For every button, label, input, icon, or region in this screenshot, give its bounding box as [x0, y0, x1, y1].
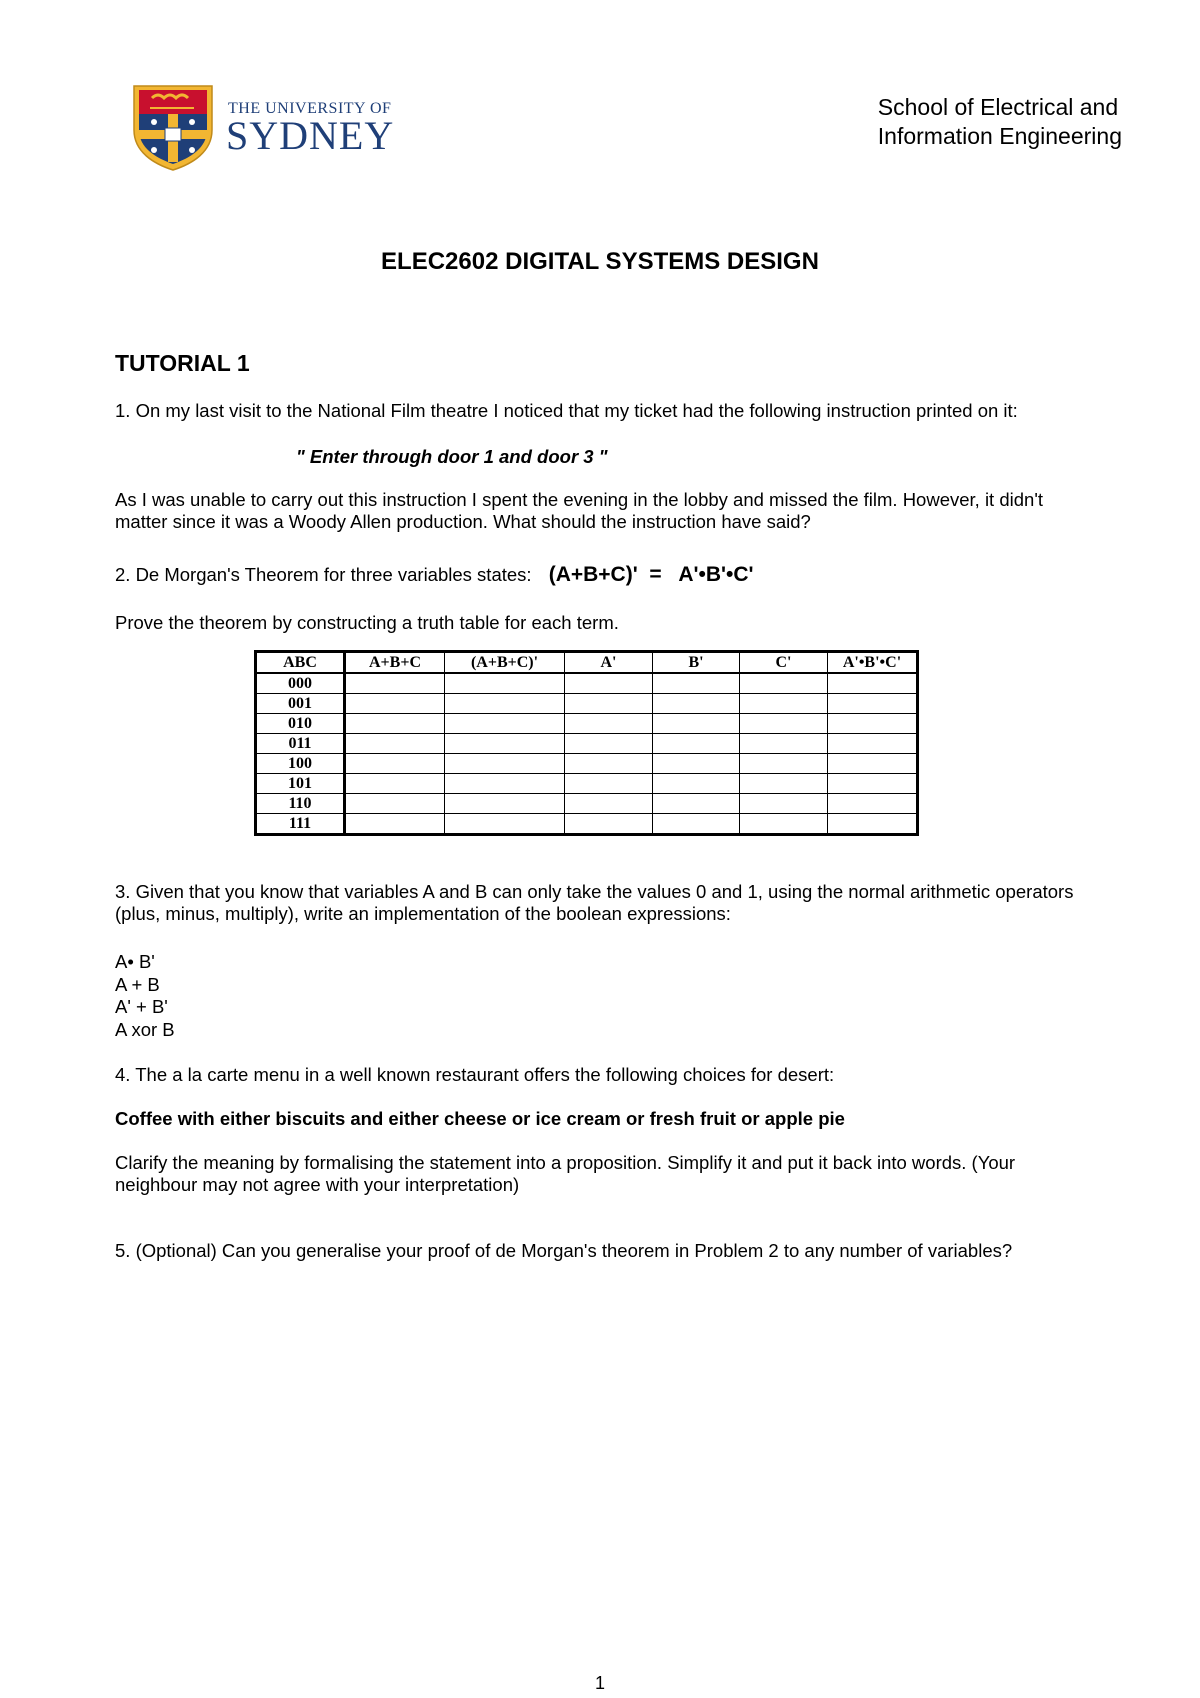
table-cell[interactable]: [565, 694, 653, 714]
table-cell[interactable]: [445, 734, 565, 754]
table-cell[interactable]: [828, 794, 918, 814]
table-cell[interactable]: [653, 754, 740, 774]
table-cell[interactable]: [828, 814, 918, 835]
table-cell[interactable]: [828, 734, 918, 754]
table-cell[interactable]: [345, 714, 445, 734]
col-header-sum: A+B+C: [345, 652, 445, 674]
table-row: [256, 734, 918, 754]
school-line-1: School of Electrical and: [877, 94, 1119, 120]
table-cell[interactable]: [445, 694, 565, 714]
row-label: 001: [256, 694, 345, 714]
table-cell[interactable]: [740, 814, 828, 835]
expression-item: A xor B: [115, 1018, 175, 1040]
table-row: [256, 673, 918, 694]
expression-item: A• B': [115, 951, 155, 972]
col-header-b-not: B': [653, 652, 740, 674]
row-label: 010: [256, 714, 345, 734]
table-cell[interactable]: [345, 754, 445, 774]
table-cell[interactable]: [828, 774, 918, 794]
university-logo: [132, 84, 395, 174]
question-1-followup: As I was unable to carry out this instruction I spent the evening in the lobby and missed the film. However, it didn't matter since it was a Woody Allen production. What should the instruction have said?: [115, 489, 1043, 532]
expression-item: A + B: [115, 973, 160, 995]
table-cell[interactable]: [740, 714, 828, 734]
logo-sydney: SYDNEY: [226, 113, 395, 158]
row-label: 100: [256, 754, 345, 774]
table-cell[interactable]: [345, 794, 445, 814]
table-cell[interactable]: [828, 714, 918, 734]
table-row: [256, 754, 918, 774]
col-header-a-not: A': [565, 652, 653, 674]
table-cell[interactable]: [653, 734, 740, 754]
table-cell[interactable]: [828, 754, 918, 774]
table-cell[interactable]: [345, 814, 445, 835]
table-cell[interactable]: [345, 734, 445, 754]
truth-table: [254, 650, 919, 836]
row-label: 111: [256, 814, 345, 835]
de-morgan-equation: (A+B+C)' = A'•B'•C': [548, 563, 754, 586]
table-cell[interactable]: [740, 754, 828, 774]
table-cell[interactable]: [345, 694, 445, 714]
table-row: [256, 694, 918, 714]
question-5-text: 5. (Optional) Can you generalise your proof of de Morgan's theorem in Problem 2 to any number of variables?: [115, 1240, 1013, 1261]
table-cell[interactable]: [653, 794, 740, 814]
table-cell[interactable]: [740, 694, 828, 714]
col-header-sum-not: (A+B+C)': [445, 652, 565, 674]
table-cell[interactable]: [740, 734, 828, 754]
row-label: 000: [256, 673, 345, 694]
row-label: 101: [256, 774, 345, 794]
school-name: [878, 93, 1122, 151]
table-cell[interactable]: [653, 714, 740, 734]
table-cell[interactable]: [565, 774, 653, 794]
table-row: [256, 794, 918, 814]
table-cell[interactable]: [740, 673, 828, 694]
question-1-text: 1. On my last visit to the National Film theatre I noticed that my ticket had the following instruction printed on it:: [115, 400, 1018, 421]
col-header-product: A'•B'•C': [828, 652, 918, 674]
table-cell[interactable]: [565, 714, 653, 734]
table-cell[interactable]: [565, 794, 653, 814]
expression-list: [115, 951, 175, 1041]
question-4-text: 4. The a la carte menu in a well known restaurant offers the following choices for desert:: [115, 1064, 835, 1085]
table-cell[interactable]: [445, 673, 565, 694]
col-header-c-not: C': [740, 652, 828, 674]
question-4-instruction: Clarify the meaning by formalising the statement into a proposition. Simplify it and put it back into words. (Your neighbour may not agree with your interpretation): [115, 1152, 1016, 1195]
question-1-quote: " Enter through door 1 and door 3 ": [296, 446, 608, 467]
table-cell[interactable]: [828, 694, 918, 714]
table-cell[interactable]: [445, 754, 565, 774]
table-row: [256, 714, 918, 734]
table-cell[interactable]: [445, 814, 565, 835]
question-3-text: 3. Given that you know that variables A and B can only take the values 0 and 1, using the normal arithmetic operators (plus, minus, multiply), write an implementation of the boolean expressions:: [115, 881, 1074, 924]
question-2-text: 2. De Morgan's Theorem for three variables states:: [115, 564, 532, 585]
col-header-abc: ABC: [256, 652, 345, 674]
table-cell[interactable]: [653, 814, 740, 835]
page-number: 1: [594, 1673, 605, 1693]
row-label: 011: [256, 734, 345, 754]
table-cell[interactable]: [445, 794, 565, 814]
school-line-2: Information Engineering: [877, 123, 1122, 149]
tutorial-heading: TUTORIAL 1: [115, 350, 250, 376]
table-cell[interactable]: [565, 814, 653, 835]
table-cell[interactable]: [653, 673, 740, 694]
table-cell[interactable]: [565, 673, 653, 694]
logo-university-of: THE UNIVERSITY OF: [228, 100, 392, 117]
table-cell[interactable]: [565, 754, 653, 774]
university-crest-icon: [132, 84, 214, 172]
table-cell[interactable]: [653, 694, 740, 714]
table-cell[interactable]: [740, 774, 828, 794]
table-cell[interactable]: [345, 673, 445, 694]
table-row: [256, 774, 918, 794]
table-cell[interactable]: [565, 734, 653, 754]
document-title: ELEC2602 DIGITAL SYSTEMS DESIGN: [381, 248, 819, 275]
table-cell[interactable]: [828, 673, 918, 694]
table-cell[interactable]: [445, 714, 565, 734]
table-cell[interactable]: [445, 774, 565, 794]
question-4-menu: Coffee with either biscuits and either cheese or ice cream or fresh fruit or apple pie: [115, 1108, 845, 1129]
row-label: 110: [256, 794, 345, 814]
question-2-line: [115, 564, 754, 586]
table-row: [256, 814, 918, 835]
question-2-prompt: Prove the theorem by constructing a truth table for each term.: [115, 612, 619, 633]
table-cell[interactable]: [345, 774, 445, 794]
truth-table-header-row: [256, 652, 918, 674]
table-cell[interactable]: [653, 774, 740, 794]
expression-item: A' + B': [115, 996, 168, 1017]
table-cell[interactable]: [740, 794, 828, 814]
